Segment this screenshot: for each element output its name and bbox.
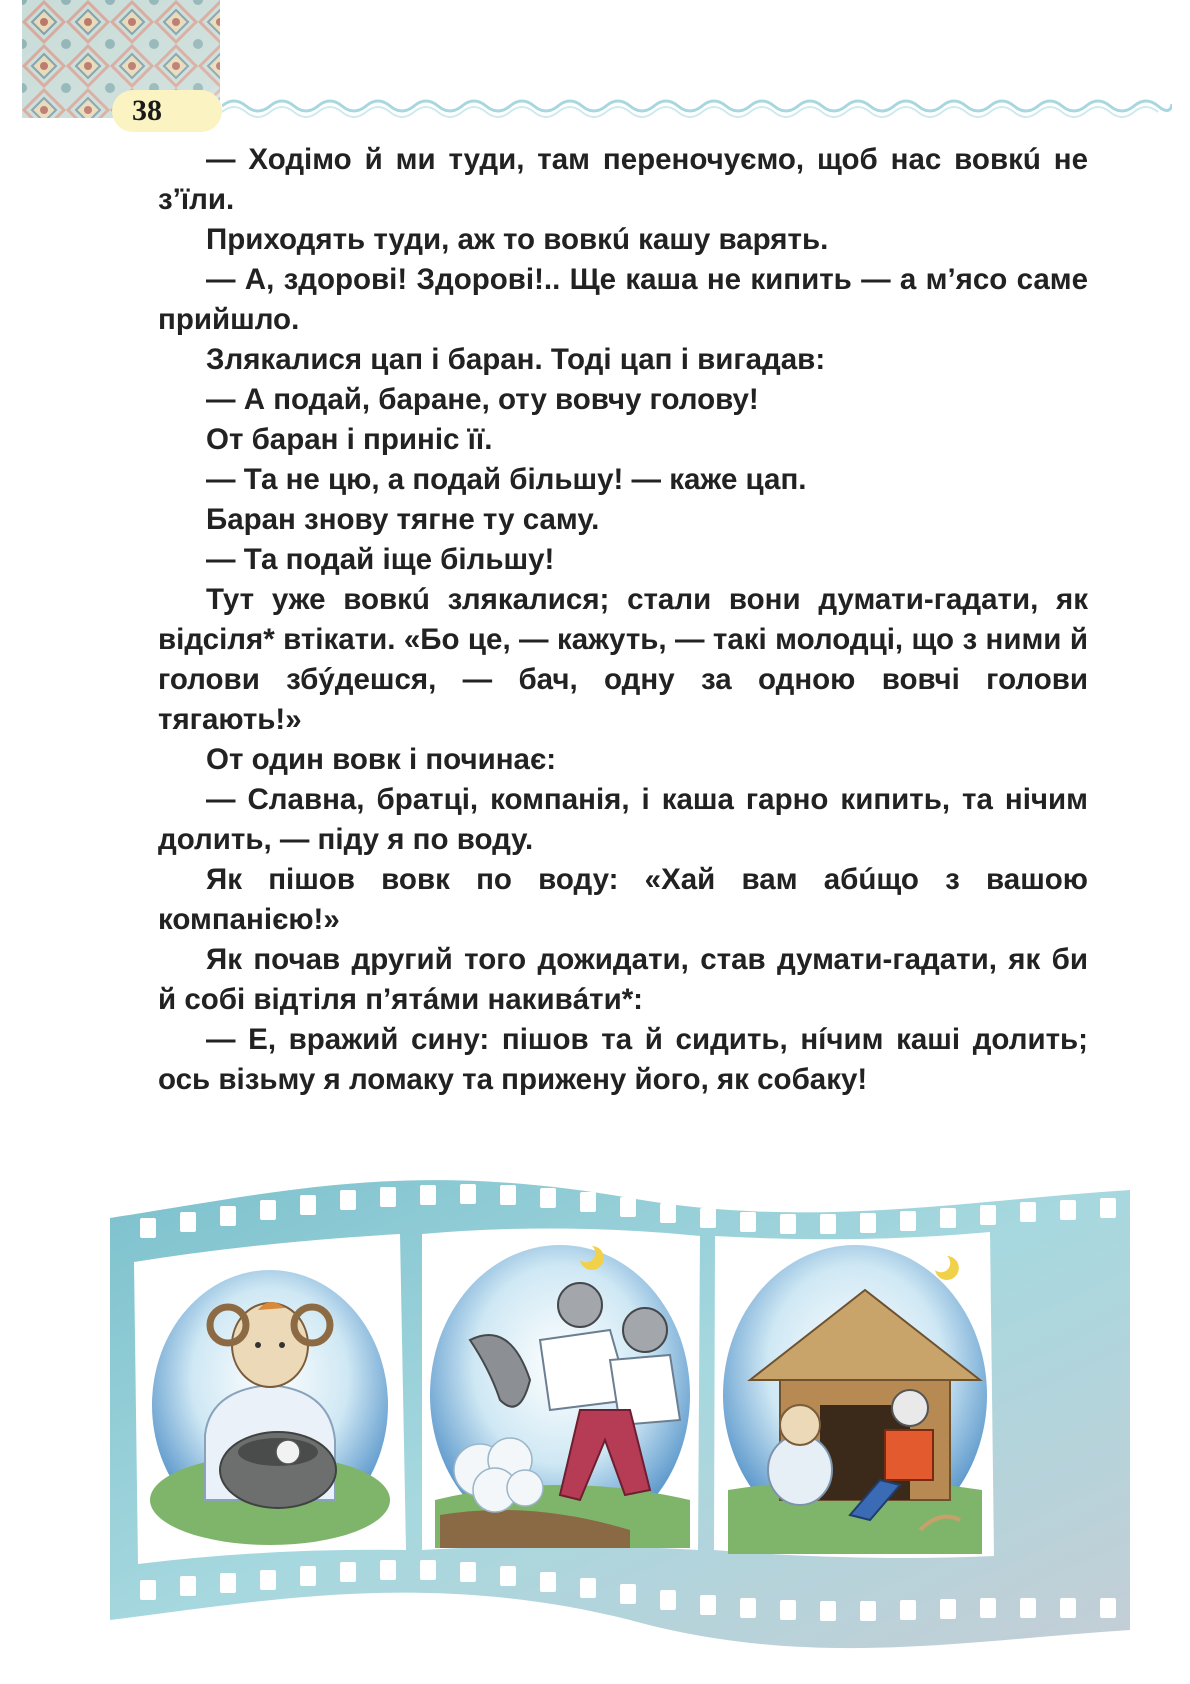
goat-and-ram-by-hut-icon [714, 1232, 994, 1558]
page-number: 38 [132, 94, 162, 127]
page-number-badge [112, 90, 222, 132]
story-paragraph: Злякалися цап і баран. Тоді цап і вигадав: [206, 343, 826, 376]
story-text [158, 140, 1088, 1100]
story-paragraph: Приходять туди, аж то вовкú кашу варять. [206, 223, 829, 256]
wolves-running-away-icon [422, 1228, 700, 1550]
story-paragraph: — Е, вражий сину: пішов та й сидить, нíчим каші долить; ось візьму я ломаку та прижену його, як собаку! [158, 1023, 1088, 1096]
story-paragraph: — Та подай іще більшу! [206, 543, 555, 576]
story-paragraph: — А подай, баране, оту вовчу голову! [206, 383, 759, 416]
story-paragraph: От баран і приніс її. [206, 423, 493, 456]
story-paragraph: Баран знову тягне ту саму. [206, 503, 600, 536]
wave-divider [222, 90, 1172, 120]
story-paragraph: Як почав другий того дожидати, став думати-гадати, як би й собі відтіля п’ятáми накивáти*: [158, 943, 1088, 1016]
story-paragraph: Як пішов вовк по воду: «Хай вам абúщо з вашою компанією!» [158, 863, 1088, 936]
story-paragraph: — Славна, братці, компанія, і каша гарно кипить, та нічим долить, — піду я по воду. [158, 783, 1088, 856]
story-paragraph: От один вовк і починає: [206, 743, 557, 776]
ram-with-sack-of-wolf-heads-icon [134, 1234, 406, 1564]
film-strip-illustration [110, 1170, 1130, 1650]
story-paragraph: — Та не цю, а подай більшу! — каже цап. [206, 463, 807, 496]
story-paragraph: Тут уже вовкú злякалися; стали вони думати-гадати, як відсіля* втікати. «Бо це, — кажуть, — такі молодці, що з ними й голови збýдешся, — бач, одну за одною вовчі голови тягають!» [158, 583, 1088, 736]
story-paragraph: — А, здорові! Здорові!.. Ще каша не кипить — а м’ясо саме прийшло. [158, 263, 1088, 336]
story-paragraph: — Ходімо й ми туди, там переночуємо, щоб нас вовкú не з’їли. [158, 143, 1088, 216]
